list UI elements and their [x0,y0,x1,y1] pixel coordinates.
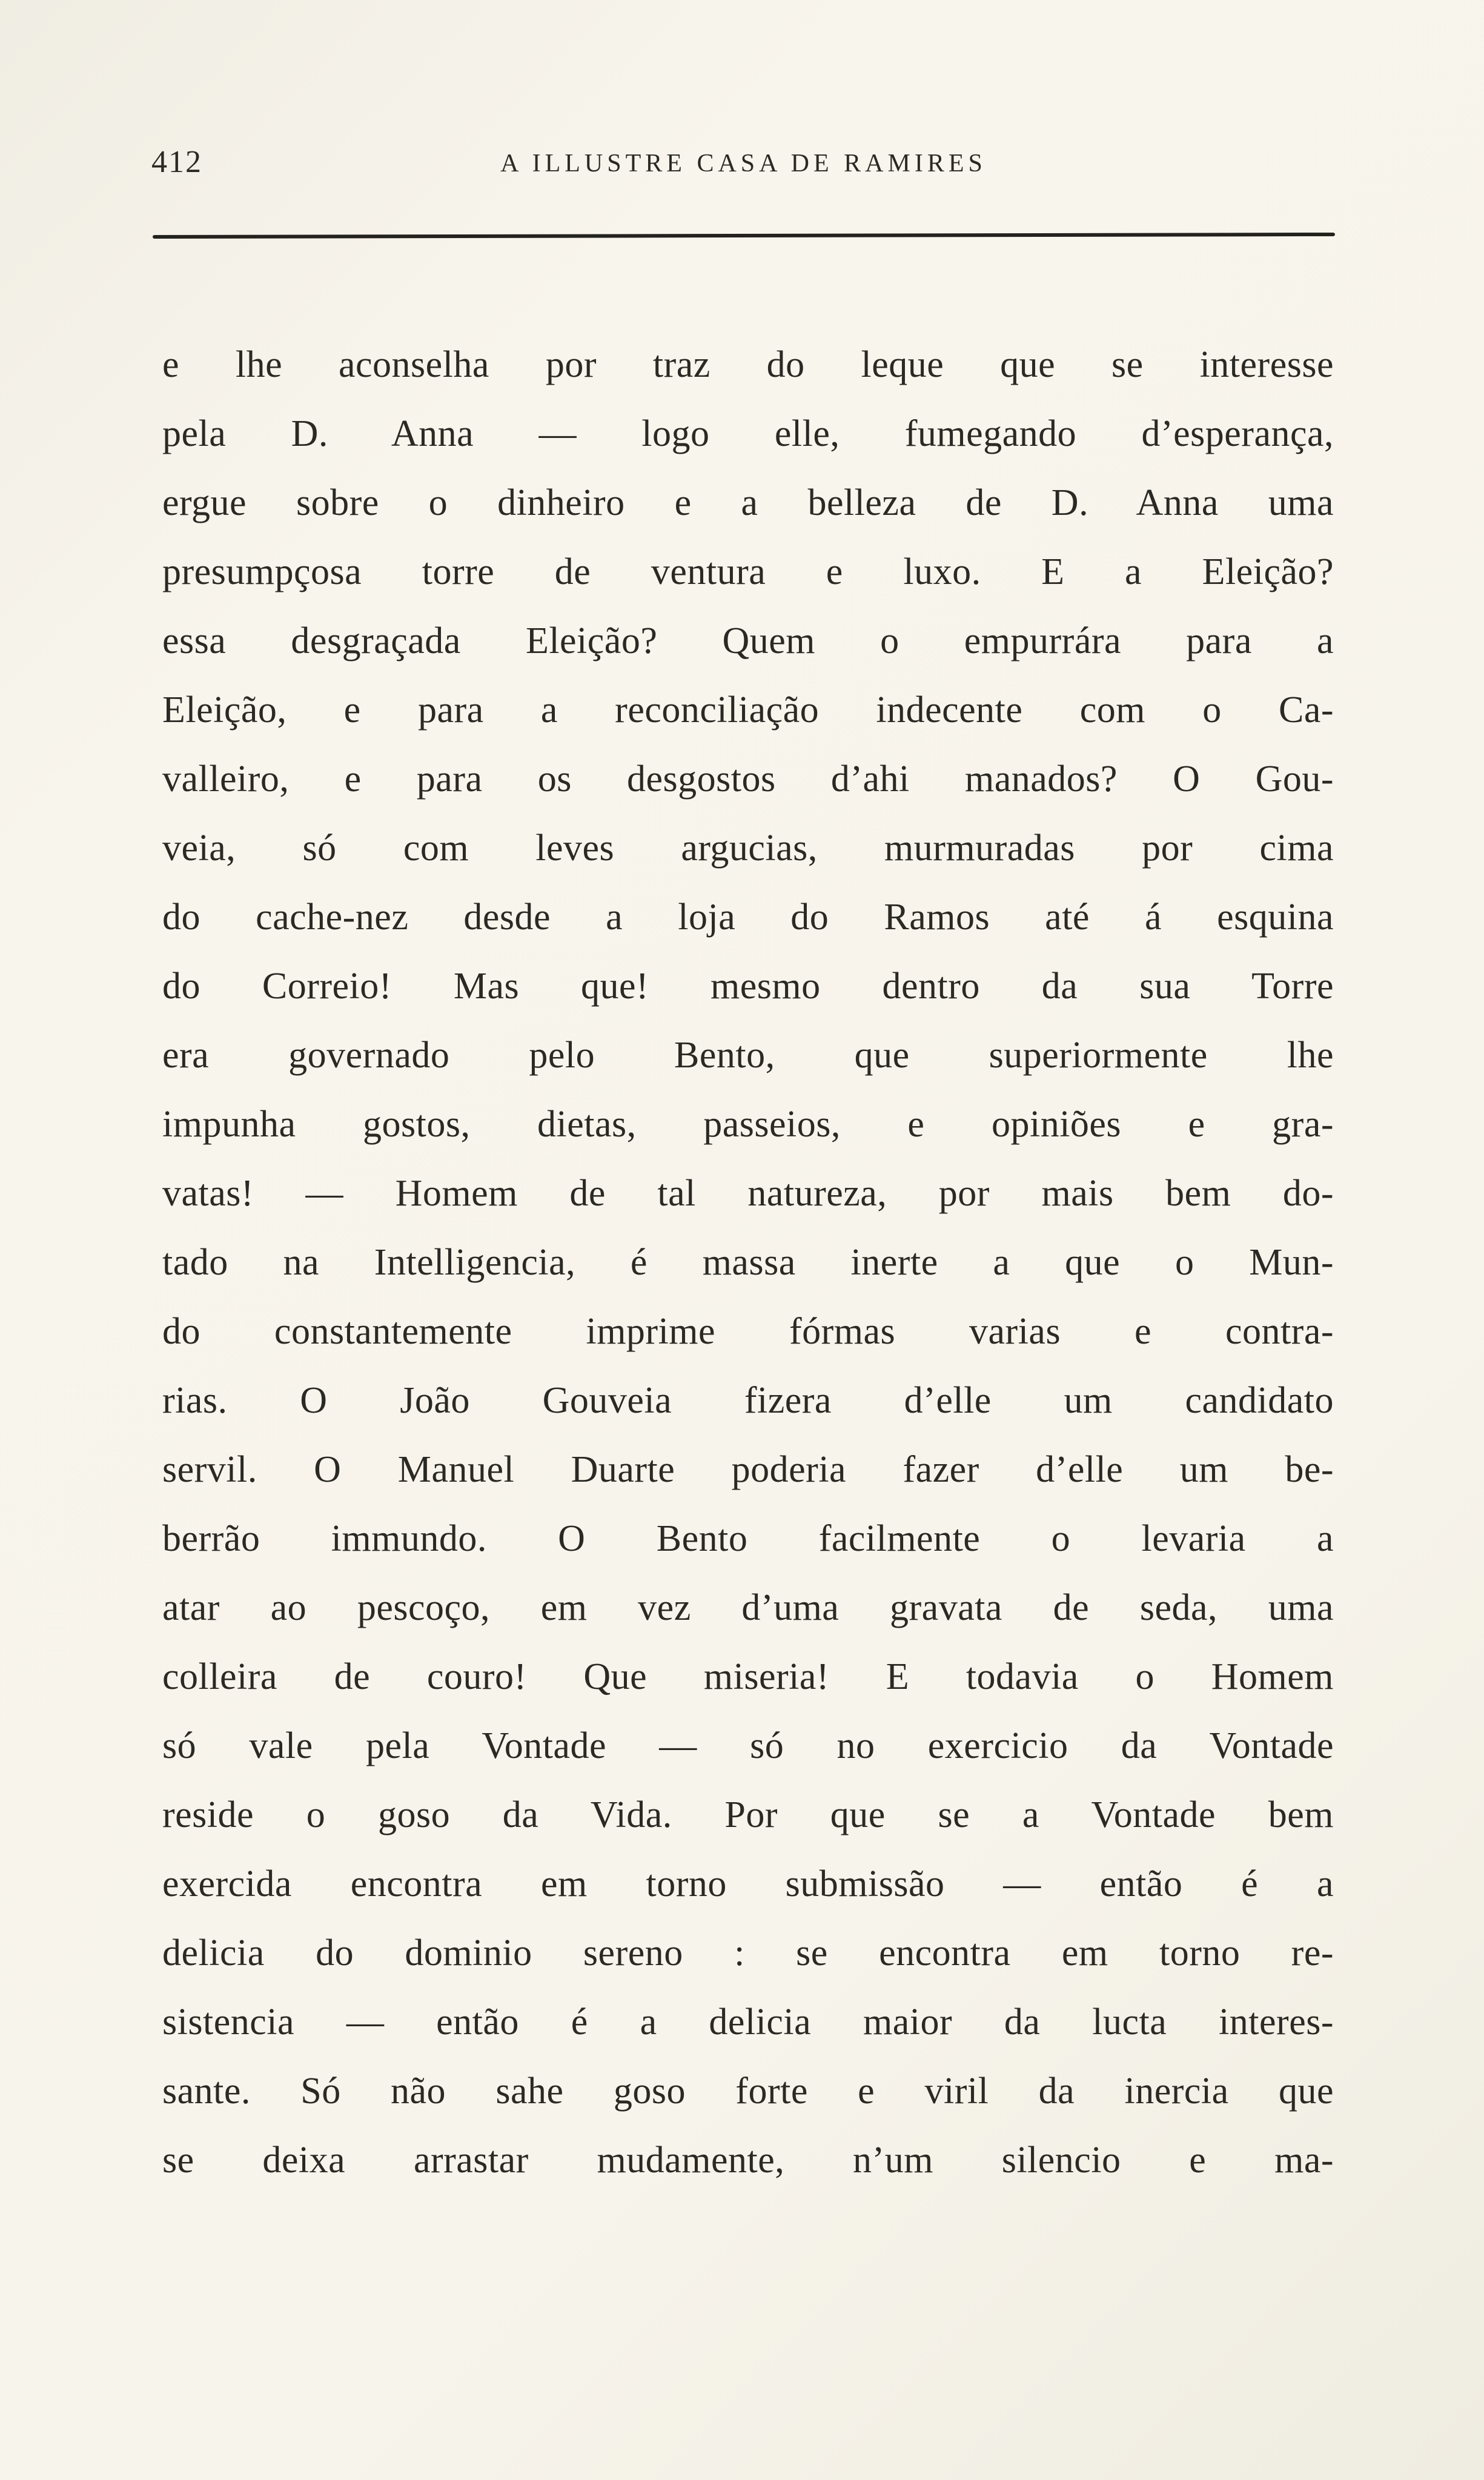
text-line: sante. Só não sahe goso forte e viril da inercia que [162,2071,1334,2112]
text-line: delicia do dominio sereno : se encontra em torno re- [162,1932,1334,1974]
text-line: do constantemente imprime fórmas varias e contra- [162,1311,1334,1352]
text-line: do cache-nez desde a loja do Ramos até á esquina [162,897,1334,938]
text-line: Eleição, e para a reconciliação indecente com o Ca- [162,689,1334,731]
text-line: berrão immundo. O Bento facilmente o levaria a [162,1518,1334,1559]
text-line: colleira de couro! Que miseria! E todavia o Homem [162,1656,1334,1697]
text-line: pela D. Anna — logo elle, fumegando d’esperança, [162,413,1334,454]
text-line: atar ao pescoço, em vez d’uma gravata de seda, uma [162,1587,1334,1628]
text-line: exercida encontra em torno submissão — então é a [162,1863,1334,1905]
text-line: presumpçosa torre de ventura e luxo. E a Eleição? [162,551,1334,592]
running-title: A ILLUSTRE CASA DE RAMIRES [500,150,987,177]
text-line: rias. O João Gouveia fizera d’elle um candidato [162,1380,1334,1421]
page-header [151,144,1336,187]
text-line: vatas! — Homem de tal natureza, por mais bem do- [162,1173,1334,1214]
text-line: se deixa arrastar mudamente, n’um silencio e ma- [162,2140,1334,2181]
body-text [162,330,1334,2195]
text-line: servil. O Manuel Duarte poderia fazer d’elle um be- [162,1449,1334,1490]
text-line: essa desgraçada Eleição? Quem o empurrára para a [162,620,1334,661]
header-rule [153,233,1335,239]
text-line: e lhe aconselha por traz do leque que se interesse [162,344,1334,385]
page-number: 412 [151,145,202,179]
text-line: do Correio! Mas que! mesmo dentro da sua Torre [162,966,1334,1007]
text-line: valleiro, e para os desgostos d’ahi manados? O Gou- [162,758,1334,800]
text-line: só vale pela Vontade — só no exercicio da Vontade [162,1725,1334,1766]
text-line: tado na Intelligencia, é massa inerte a que o Mun- [162,1242,1334,1283]
text-line: reside o goso da Vida. Por que se a Vontade bem [162,1794,1334,1835]
text-line: impunha gostos, dietas, passeios, e opiniões e gra- [162,1104,1334,1145]
text-line: ergue sobre o dinheiro e a belleza de D. Anna uma [162,482,1334,523]
text-line: veia, só com leves argucias, murmuradas por cima [162,827,1334,869]
text-line: era governado pelo Bento, que superiormente lhe [162,1035,1334,1076]
text-line: sistencia — então é a delicia maior da lucta interes- [162,2001,1334,2043]
